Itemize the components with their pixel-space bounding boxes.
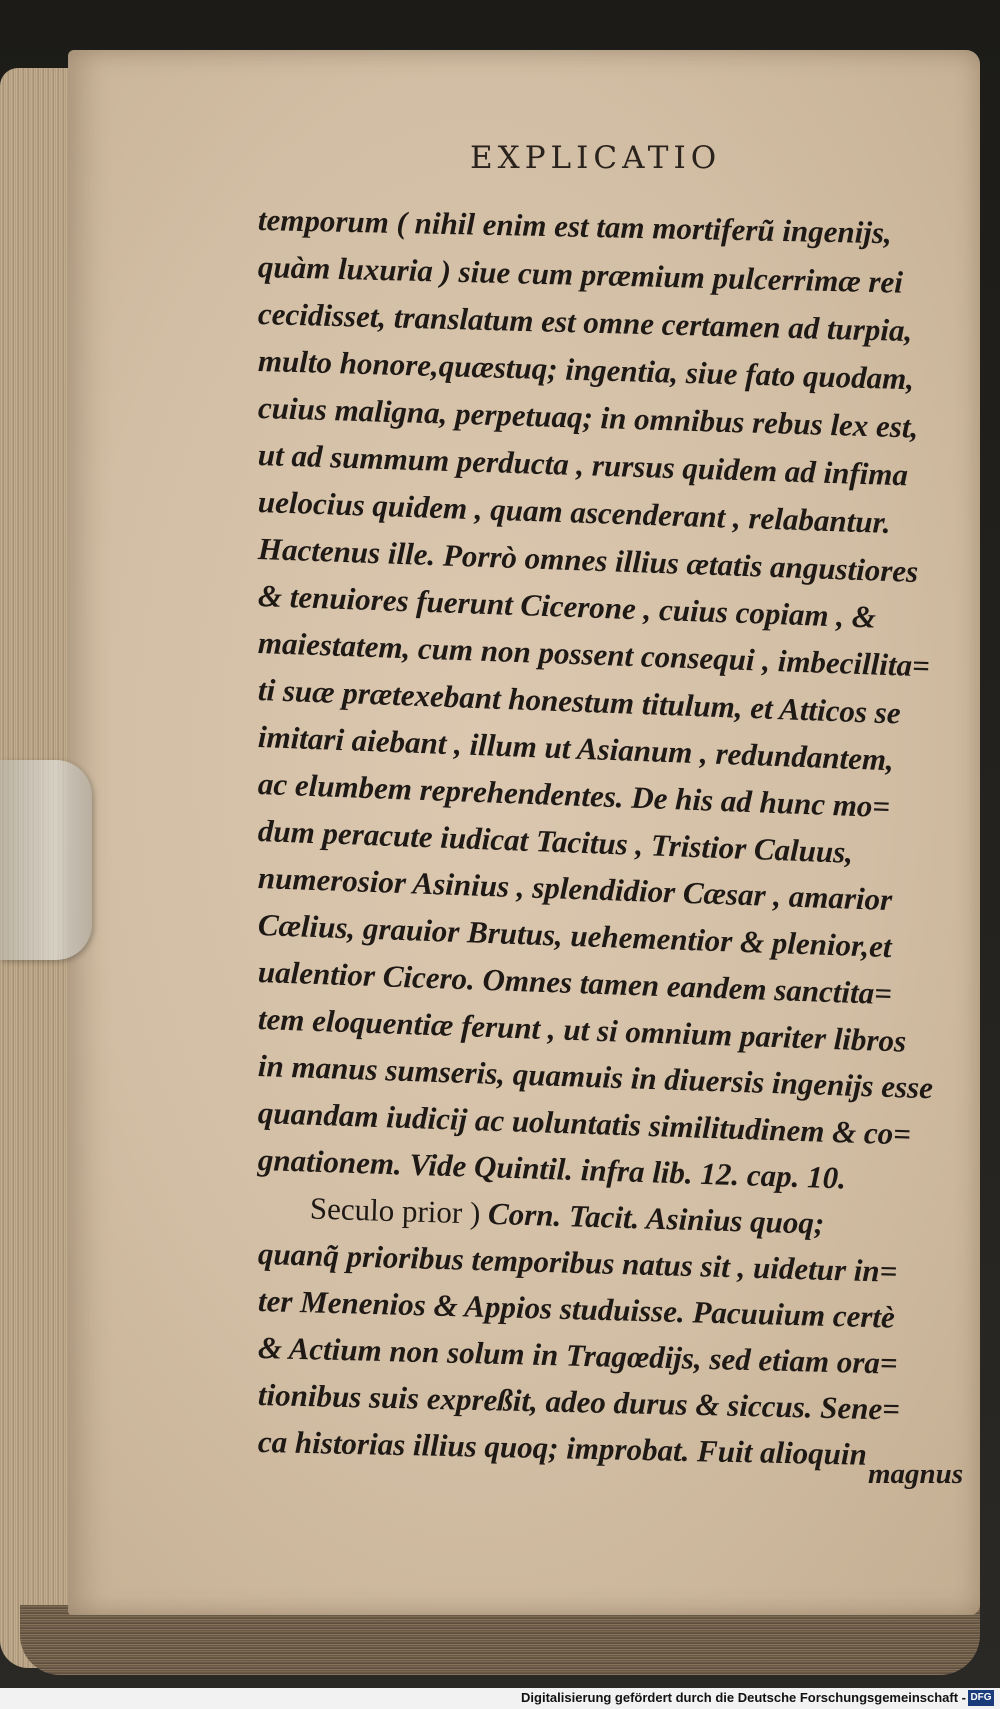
text-line: in manus sumseris, quamuis in diuersis ingenijs esse <box>257 1048 934 1106</box>
text-line: quanq̃ prioribus temporibus natus sit , uidetur in= <box>257 1236 898 1289</box>
text-line: ter Menenios & Appios studuisse. Pacuuium certè <box>257 1283 896 1335</box>
lemma-rest: Corn. Tacit. Asinius quoq; <box>479 1195 825 1241</box>
text-line: ualentior Cicero. Omnes tamen eandem sanctita= <box>257 954 893 1012</box>
lemma: Seculo prior ) <box>309 1190 481 1231</box>
main-text-block <box>257 196 948 1472</box>
text-line: ut ad summum perducta , rursus quidem ad infima <box>257 437 909 493</box>
text-line: Cælius, grauior Brutus, uehementior & plenior,et <box>257 907 893 965</box>
text-line: tionibus suis expreßit, adeo durus & siccus. Sene= <box>257 1377 901 1427</box>
page-bottom-edge <box>20 1605 980 1675</box>
text-line: dum peracute iudicat Tacitus , Tristior Caluus, <box>257 813 854 870</box>
text-line: maiestatem, cum non possent consequi , imbecillita= <box>257 625 931 684</box>
text-line: quandam iudicij ac uoluntatis similitudinem & co= <box>257 1095 912 1152</box>
catchword: magnus <box>868 1458 964 1490</box>
text-line: cuius maligna, perpetuaq; in omnibus rebus lex est, <box>257 390 919 445</box>
text-line: numerosior Asinius , splendidior Cæsar , amarior <box>257 860 893 918</box>
text-line: gnationem. Vide Quintil. infra lib. 12. cap. 10. <box>257 1142 847 1196</box>
text-line: ti suæ prætexebant honestum titulum, et Atticos se <box>257 672 902 731</box>
text-line: ca historias illius quoq; improbat. Fuit alioquin <box>257 1424 868 1472</box>
running-head: EXPLICATIO <box>470 140 722 176</box>
text-line: temporum ( nihil enim est tam mortiferũ ingenijs, <box>257 202 893 251</box>
page-clip <box>0 760 92 960</box>
footer-credit: Digitalisierung gefördert durch die Deutsche Forschungsgemeinschaft - <box>521 1690 966 1705</box>
text-line: Hactenus ille. Porrò omnes illius ætatis angustiores <box>257 531 919 590</box>
text-line: multo honore,quæstuq; ingentia, siue fato quodam, <box>257 343 915 397</box>
dfg-logo-icon: DFG <box>968 1690 994 1706</box>
text-line: cecidisset, translatum est omne certamen ad turpia, <box>257 296 913 349</box>
text-line: & tenuiores fuerunt Cicerone , cuius copiam , & <box>257 578 877 635</box>
text-line: tem eloquentiæ ferunt , ut si omnium pariter libros <box>257 1001 907 1059</box>
text-line: imitari aiebant , illum ut Asianum , redundantem, <box>257 719 895 778</box>
text-line: uelocius quidem , quam ascenderant , relabantur. <box>257 484 892 540</box>
text-line: & Actium non solum in Tragœdijs, sed etiam ora= <box>257 1330 899 1381</box>
text-line: quàm luxuria ) siue cum præmium pulcerrimæ rei <box>257 249 904 300</box>
text-line: ac elumbem reprehendentes. De his ad hunc mo= <box>257 766 891 825</box>
